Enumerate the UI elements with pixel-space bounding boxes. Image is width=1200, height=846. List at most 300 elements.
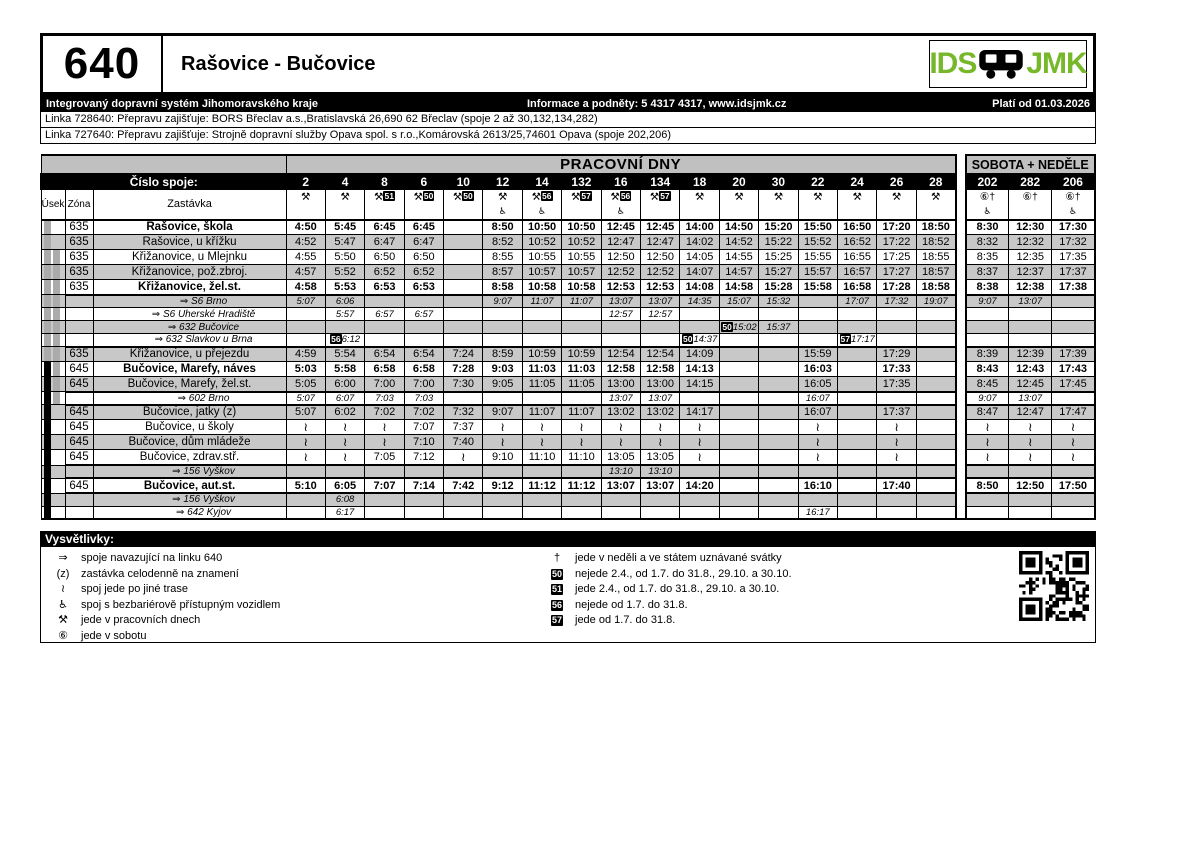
workdays-icon: ⚒ xyxy=(374,191,384,204)
time-cell xyxy=(483,435,522,450)
bus-icon xyxy=(978,48,1024,80)
time-cell: 17:07 xyxy=(837,295,876,308)
time-cell: 17:37 xyxy=(877,405,916,420)
trip-symbols xyxy=(325,190,364,220)
time-cell xyxy=(877,308,916,321)
trip-number: 22 xyxy=(798,174,837,190)
station-name: Rašovice, u křížku xyxy=(93,235,286,250)
wheelchair-icon: ♿ xyxy=(1068,206,1078,217)
station-name: ⇒ 632 Slavkov u Brna xyxy=(93,334,286,347)
legend-text: spoj s bezbariérově přístupným vozidlem xyxy=(81,598,281,611)
zone-cell: 645 xyxy=(65,478,93,493)
time-cell: 7:42 xyxy=(444,478,483,493)
legend-text: jede v sobotu xyxy=(81,629,147,642)
zone-cell: 645 xyxy=(65,420,93,435)
station-name: Bučovice, zdrav.stř. xyxy=(93,450,286,466)
time-cell: 14:00 xyxy=(680,220,719,235)
section-column-header: Úsek xyxy=(41,190,65,220)
time-cell: 8:38 xyxy=(966,280,1009,295)
time-cell: 14:17 xyxy=(680,405,719,420)
time-cell: 11:07 xyxy=(562,405,601,420)
connection-arrow-icon: ⇒ xyxy=(172,494,181,506)
time-cell xyxy=(798,435,837,450)
time-cell: 9:05 xyxy=(483,377,522,392)
time-cell: 16:52 xyxy=(837,235,876,250)
detour-icon: ≀ xyxy=(894,420,899,434)
trip-symbols xyxy=(641,190,680,220)
wheelchair-icon: ♿ xyxy=(498,206,507,217)
time-cell: 14:13 xyxy=(680,362,719,377)
time-cell xyxy=(286,435,325,450)
time-cell xyxy=(365,420,404,435)
time-cell xyxy=(916,377,955,392)
time-cell: 7:10 xyxy=(404,435,443,450)
time-cell: 10:50 xyxy=(562,220,601,235)
time-cell xyxy=(680,465,719,478)
detour-icon: ≀ xyxy=(697,450,702,464)
time-cell xyxy=(966,493,1009,506)
time-cell: 6:57 xyxy=(404,308,443,321)
time-cell: 17:32 xyxy=(877,295,916,308)
time-cell: 12:43 xyxy=(1009,362,1052,377)
time-cell: 7:28 xyxy=(444,362,483,377)
time-cell xyxy=(444,465,483,478)
header xyxy=(40,33,1096,95)
time-cell xyxy=(759,450,798,466)
time-cell xyxy=(1052,392,1095,405)
workdays-icon: ⚒ xyxy=(931,191,941,204)
time-cell xyxy=(444,235,483,250)
system-name: Integrovaný dopravní systém Jihomoravského kraje xyxy=(46,97,319,110)
time-cell xyxy=(522,506,561,519)
section-bars xyxy=(41,321,65,334)
time-cell xyxy=(404,465,443,478)
time-cell: 6:58 xyxy=(365,362,404,377)
legend-text: jede 2.4., od 1.7. do 31.8., 29.10. a 30.10. xyxy=(575,583,780,595)
time-cell: 16:58 xyxy=(837,280,876,295)
station-row xyxy=(41,405,1095,420)
connection-arrow-icon: ⇒ xyxy=(175,506,185,518)
time-cell xyxy=(522,308,561,321)
time-cell: 12:47 xyxy=(641,235,680,250)
time-cell xyxy=(719,478,758,493)
time-cell: 12:37 xyxy=(1009,265,1052,280)
section-bars xyxy=(41,334,65,347)
connection-row xyxy=(41,392,1095,405)
station-name: ⇒ 642 Kyjov xyxy=(93,506,286,519)
time-cell: 17:33 xyxy=(877,362,916,377)
time-cell xyxy=(877,450,916,466)
time-cell: 7:05 xyxy=(365,450,404,466)
time-cell xyxy=(601,321,640,334)
timetable-table xyxy=(40,154,1096,520)
wheelchair-icon: ♿ xyxy=(616,206,625,217)
time-cell: 5:07 xyxy=(286,295,325,308)
station-row xyxy=(41,450,1095,466)
section-bars xyxy=(41,420,65,435)
zone-cell xyxy=(65,506,93,519)
time-cell: 6:58 xyxy=(404,362,443,377)
workdays-icon: ⚒ xyxy=(852,191,862,204)
detour-icon: ≀ xyxy=(60,583,66,595)
time-cell: 15:58 xyxy=(798,280,837,295)
note-badge: 57 xyxy=(840,334,851,345)
time-cell: 4:57 xyxy=(286,265,325,280)
time-cell: 10:59 xyxy=(562,347,601,362)
time-cell xyxy=(444,392,483,405)
time-cell: 12:45 xyxy=(641,220,680,235)
time-cell: 7:00 xyxy=(365,377,404,392)
trip-number: 2 xyxy=(286,174,325,190)
legend-item xyxy=(539,551,979,567)
time-cell: 16:55 xyxy=(837,250,876,265)
time-cell: 7:30 xyxy=(444,377,483,392)
legend-text: spoj jede po jiné trase xyxy=(81,583,189,595)
time-cell xyxy=(798,321,837,334)
detour-icon: ≀ xyxy=(985,420,990,434)
time-cell: 11:03 xyxy=(562,362,601,377)
time-cell xyxy=(759,506,798,519)
note-badge: 57 xyxy=(660,191,670,202)
station-row xyxy=(41,220,1095,235)
detour-icon: ≀ xyxy=(539,435,545,449)
section-bars xyxy=(41,377,65,392)
time-cell: 12:54 xyxy=(641,347,680,362)
note-badge: 56 xyxy=(542,191,552,202)
time-cell xyxy=(877,392,916,405)
zone-cell: 635 xyxy=(65,265,93,280)
time-cell xyxy=(286,321,325,334)
trip-number: 132 xyxy=(562,174,601,190)
time-cell xyxy=(562,465,601,478)
time-cell: 7:07 xyxy=(404,420,443,435)
time-cell xyxy=(719,362,758,377)
time-cell xyxy=(641,493,680,506)
saturday-sunday-icon: ⑥† xyxy=(979,191,996,204)
time-cell xyxy=(916,347,955,362)
zone-cell xyxy=(65,392,93,405)
time-cell: 12:58 xyxy=(641,362,680,377)
time-cell xyxy=(837,506,876,519)
time-cell: 5015:02 xyxy=(719,321,758,334)
time-cell: 13:07 xyxy=(601,392,640,405)
trip-symbols xyxy=(837,190,876,220)
time-cell: 5:57 xyxy=(325,308,364,321)
time-cell xyxy=(966,321,1009,334)
time-cell: 13:05 xyxy=(641,450,680,466)
time-cell: 14:05 xyxy=(680,250,719,265)
time-cell: 5:10 xyxy=(286,478,325,493)
detour-icon: ≀ xyxy=(1070,420,1076,434)
zone-cell xyxy=(65,308,93,321)
time-cell: 12:57 xyxy=(641,308,680,321)
detour-icon: ≀ xyxy=(1027,435,1033,449)
connection-row xyxy=(41,295,1095,308)
time-cell xyxy=(680,392,719,405)
workdays-band: PRACOVNÍ DNY xyxy=(286,155,956,174)
legend xyxy=(40,531,1096,643)
station-name: Křižanovice, pož.zbroj. xyxy=(93,265,286,280)
section-bars xyxy=(41,506,65,519)
time-cell xyxy=(1052,334,1095,347)
time-cell: 8:39 xyxy=(966,347,1009,362)
time-cell: 17:43 xyxy=(1052,362,1095,377)
time-cell: 12:45 xyxy=(1009,377,1052,392)
time-cell: 7:07 xyxy=(365,478,404,493)
zone-cell: 645 xyxy=(65,405,93,420)
time-cell xyxy=(759,308,798,321)
legend-item xyxy=(539,582,979,598)
time-cell xyxy=(680,450,719,466)
time-cell xyxy=(877,420,916,435)
time-cell xyxy=(916,478,955,493)
time-cell xyxy=(719,334,758,347)
zone-cell xyxy=(65,321,93,334)
time-cell xyxy=(444,265,483,280)
time-cell: 12:53 xyxy=(641,280,680,295)
station-name: Bučovice, Marefy, žel.st. xyxy=(93,377,286,392)
qr-code xyxy=(1019,551,1089,621)
legend-text: jede v pracovních dnech xyxy=(81,614,201,626)
time-cell xyxy=(1009,506,1052,519)
zone-cell: 635 xyxy=(65,347,93,362)
time-cell: 6:47 xyxy=(404,235,443,250)
detour-icon: ≀ xyxy=(579,435,584,449)
time-cell: 8:37 xyxy=(966,265,1009,280)
time-cell xyxy=(641,420,680,435)
time-cell xyxy=(286,493,325,506)
time-cell: 4:50 xyxy=(286,220,325,235)
section-bars xyxy=(41,347,65,362)
time-cell xyxy=(798,295,837,308)
time-cell: 14:20 xyxy=(680,478,719,493)
connection-row xyxy=(41,506,1095,519)
time-cell xyxy=(522,493,561,506)
time-cell: 17:29 xyxy=(877,347,916,362)
time-cell: 14:02 xyxy=(680,235,719,250)
time-cell: 10:55 xyxy=(522,250,561,265)
time-cell xyxy=(798,493,837,506)
detour-icon: ≀ xyxy=(461,450,466,464)
time-cell: 13:07 xyxy=(641,478,680,493)
trip-number: 30 xyxy=(759,174,798,190)
detour-icon: ≀ xyxy=(815,420,821,434)
time-cell: 13:07 xyxy=(601,295,640,308)
time-cell xyxy=(641,506,680,519)
zone-cell: 635 xyxy=(65,250,93,265)
time-cell: 10:55 xyxy=(562,250,601,265)
time-cell xyxy=(966,334,1009,347)
legend-text: nejede 2.4., od 1.7. do 31.8., 29.10. a 30.10. xyxy=(575,567,792,580)
legend-item xyxy=(539,613,979,629)
time-cell: 12:45 xyxy=(601,220,640,235)
time-cell: 6:54 xyxy=(404,347,443,362)
time-cell: 17:38 xyxy=(1052,280,1095,295)
time-cell: 6:17 xyxy=(325,506,364,519)
time-cell: 13:07 xyxy=(1009,392,1052,405)
station-row xyxy=(41,435,1095,450)
time-cell: 5014:37 xyxy=(680,334,719,347)
detour-icon: ≀ xyxy=(815,435,821,449)
time-cell: 19:07 xyxy=(916,295,955,308)
time-cell xyxy=(1052,450,1095,466)
operator-info xyxy=(40,112,1096,144)
time-cell xyxy=(798,308,837,321)
legend-item xyxy=(45,551,485,567)
time-cell: 12:32 xyxy=(1009,235,1052,250)
time-cell: 10:50 xyxy=(522,220,561,235)
legend-item xyxy=(539,598,979,614)
time-cell: 16:03 xyxy=(798,362,837,377)
time-cell xyxy=(680,308,719,321)
time-cell: 6:05 xyxy=(325,478,364,493)
workdays-icon: ⚒ xyxy=(734,191,744,204)
station-name: ⇒ 602 Brno xyxy=(93,392,286,405)
time-cell: 10:58 xyxy=(522,280,561,295)
time-cell: 13:07 xyxy=(1009,295,1052,308)
time-cell: 17:27 xyxy=(877,265,916,280)
trip-number: 6 xyxy=(404,174,443,190)
trip-number: 28 xyxy=(916,174,955,190)
time-cell: 8:32 xyxy=(966,235,1009,250)
time-cell: 5:52 xyxy=(325,265,364,280)
time-cell: 7:14 xyxy=(404,478,443,493)
time-cell: 5:05 xyxy=(286,377,325,392)
time-cell: 17:20 xyxy=(877,220,916,235)
station-row xyxy=(41,420,1095,435)
trip-number-label: Číslo spoje: xyxy=(41,174,286,190)
time-cell: 11:05 xyxy=(562,377,601,392)
detour-icon: ≀ xyxy=(303,450,308,464)
time-cell: 15:07 xyxy=(719,295,758,308)
time-cell: 16:50 xyxy=(837,220,876,235)
station-row xyxy=(41,280,1095,295)
time-cell: 12:47 xyxy=(1009,405,1052,420)
time-cell xyxy=(325,321,364,334)
time-cell: 14:15 xyxy=(680,377,719,392)
time-cell: 15:37 xyxy=(759,321,798,334)
time-cell xyxy=(916,321,955,334)
time-cell xyxy=(325,450,364,466)
time-cell: 14:08 xyxy=(680,280,719,295)
time-cell xyxy=(641,321,680,334)
time-cell: 7:40 xyxy=(444,435,483,450)
time-cell: 13:02 xyxy=(601,405,640,420)
time-cell: 6:50 xyxy=(404,250,443,265)
time-cell: 8:50 xyxy=(483,220,522,235)
time-cell xyxy=(877,506,916,519)
time-cell: 5:58 xyxy=(325,362,364,377)
time-cell: 8:58 xyxy=(483,280,522,295)
time-cell: 7:24 xyxy=(444,347,483,362)
time-cell xyxy=(365,295,404,308)
time-cell xyxy=(365,493,404,506)
logo-jmk-text: JMK xyxy=(1026,47,1087,80)
time-cell: 11:07 xyxy=(522,295,561,308)
connection-arrow-icon: ⇒ xyxy=(151,308,161,320)
trip-number: 20 xyxy=(719,174,758,190)
time-cell: 9:10 xyxy=(483,450,522,466)
contact-info: Informace a podněty: 5 4317 4317, www.idsjmk.cz xyxy=(527,97,787,110)
time-cell xyxy=(1009,420,1052,435)
time-cell xyxy=(719,405,758,420)
trip-number: 206 xyxy=(1052,174,1095,190)
station-name: Bučovice, dům mládeže xyxy=(93,435,286,450)
time-cell xyxy=(286,334,325,347)
connection-arrow-icon: ⇒ xyxy=(154,334,163,346)
time-cell xyxy=(522,420,561,435)
time-cell: 17:35 xyxy=(877,377,916,392)
time-cell xyxy=(719,347,758,362)
time-cell: 14:09 xyxy=(680,347,719,362)
zone-column-header: Zóna xyxy=(65,190,93,220)
time-cell xyxy=(483,392,522,405)
time-cell xyxy=(483,308,522,321)
time-cell: 6:47 xyxy=(365,235,404,250)
time-cell xyxy=(483,334,522,347)
zone-cell: 645 xyxy=(65,435,93,450)
time-cell: 7:02 xyxy=(365,405,404,420)
time-cell xyxy=(966,506,1009,519)
time-cell: 9:07 xyxy=(483,405,522,420)
time-cell: 18:57 xyxy=(916,265,955,280)
trip-symbols xyxy=(286,190,325,220)
station-row xyxy=(41,235,1095,250)
trip-symbols xyxy=(404,190,443,220)
time-cell: 6:45 xyxy=(404,220,443,235)
time-cell: 17:22 xyxy=(877,235,916,250)
time-cell xyxy=(837,347,876,362)
time-cell: 17:39 xyxy=(1052,347,1095,362)
station-name: ⇒ 156 Vyškov xyxy=(93,465,286,478)
time-cell xyxy=(680,506,719,519)
station-name: Bučovice, Marefy, náves xyxy=(93,362,286,377)
time-cell: 14:55 xyxy=(719,250,758,265)
time-cell: 17:45 xyxy=(1052,377,1095,392)
station-row xyxy=(41,362,1095,377)
legend-text: nejede od 1.7. do 31.8. xyxy=(575,598,688,611)
time-cell: 4:58 xyxy=(286,280,325,295)
time-cell: 5:50 xyxy=(325,250,364,265)
section-bars xyxy=(41,405,65,420)
zone-cell xyxy=(65,465,93,478)
time-cell xyxy=(1009,493,1052,506)
station-name: Křižanovice, žel.st. xyxy=(93,280,286,295)
time-cell xyxy=(680,493,719,506)
station-name: ⇒ 632 Bučovice xyxy=(93,321,286,334)
detour-icon: ≀ xyxy=(1070,435,1076,449)
section-bars xyxy=(41,308,65,321)
time-cell xyxy=(837,377,876,392)
time-cell: 15:57 xyxy=(798,265,837,280)
time-cell: 8:50 xyxy=(966,478,1009,493)
time-cell xyxy=(916,392,955,405)
detour-icon: ≀ xyxy=(697,420,702,434)
legend-text: spoje navazující na linku 640 xyxy=(81,552,223,564)
time-cell: 6:08 xyxy=(325,493,364,506)
section-bars xyxy=(41,265,65,280)
time-cell: 6:50 xyxy=(365,250,404,265)
logo-ids-text: IDS xyxy=(929,47,977,80)
time-cell: 17:47 xyxy=(1052,405,1095,420)
time-cell: 13:02 xyxy=(641,405,680,420)
time-cell xyxy=(522,392,561,405)
time-cell xyxy=(562,334,601,347)
detour-icon: ≀ xyxy=(1027,420,1033,434)
time-cell xyxy=(798,420,837,435)
time-cell: 6:02 xyxy=(325,405,364,420)
time-cell: 15:55 xyxy=(798,250,837,265)
